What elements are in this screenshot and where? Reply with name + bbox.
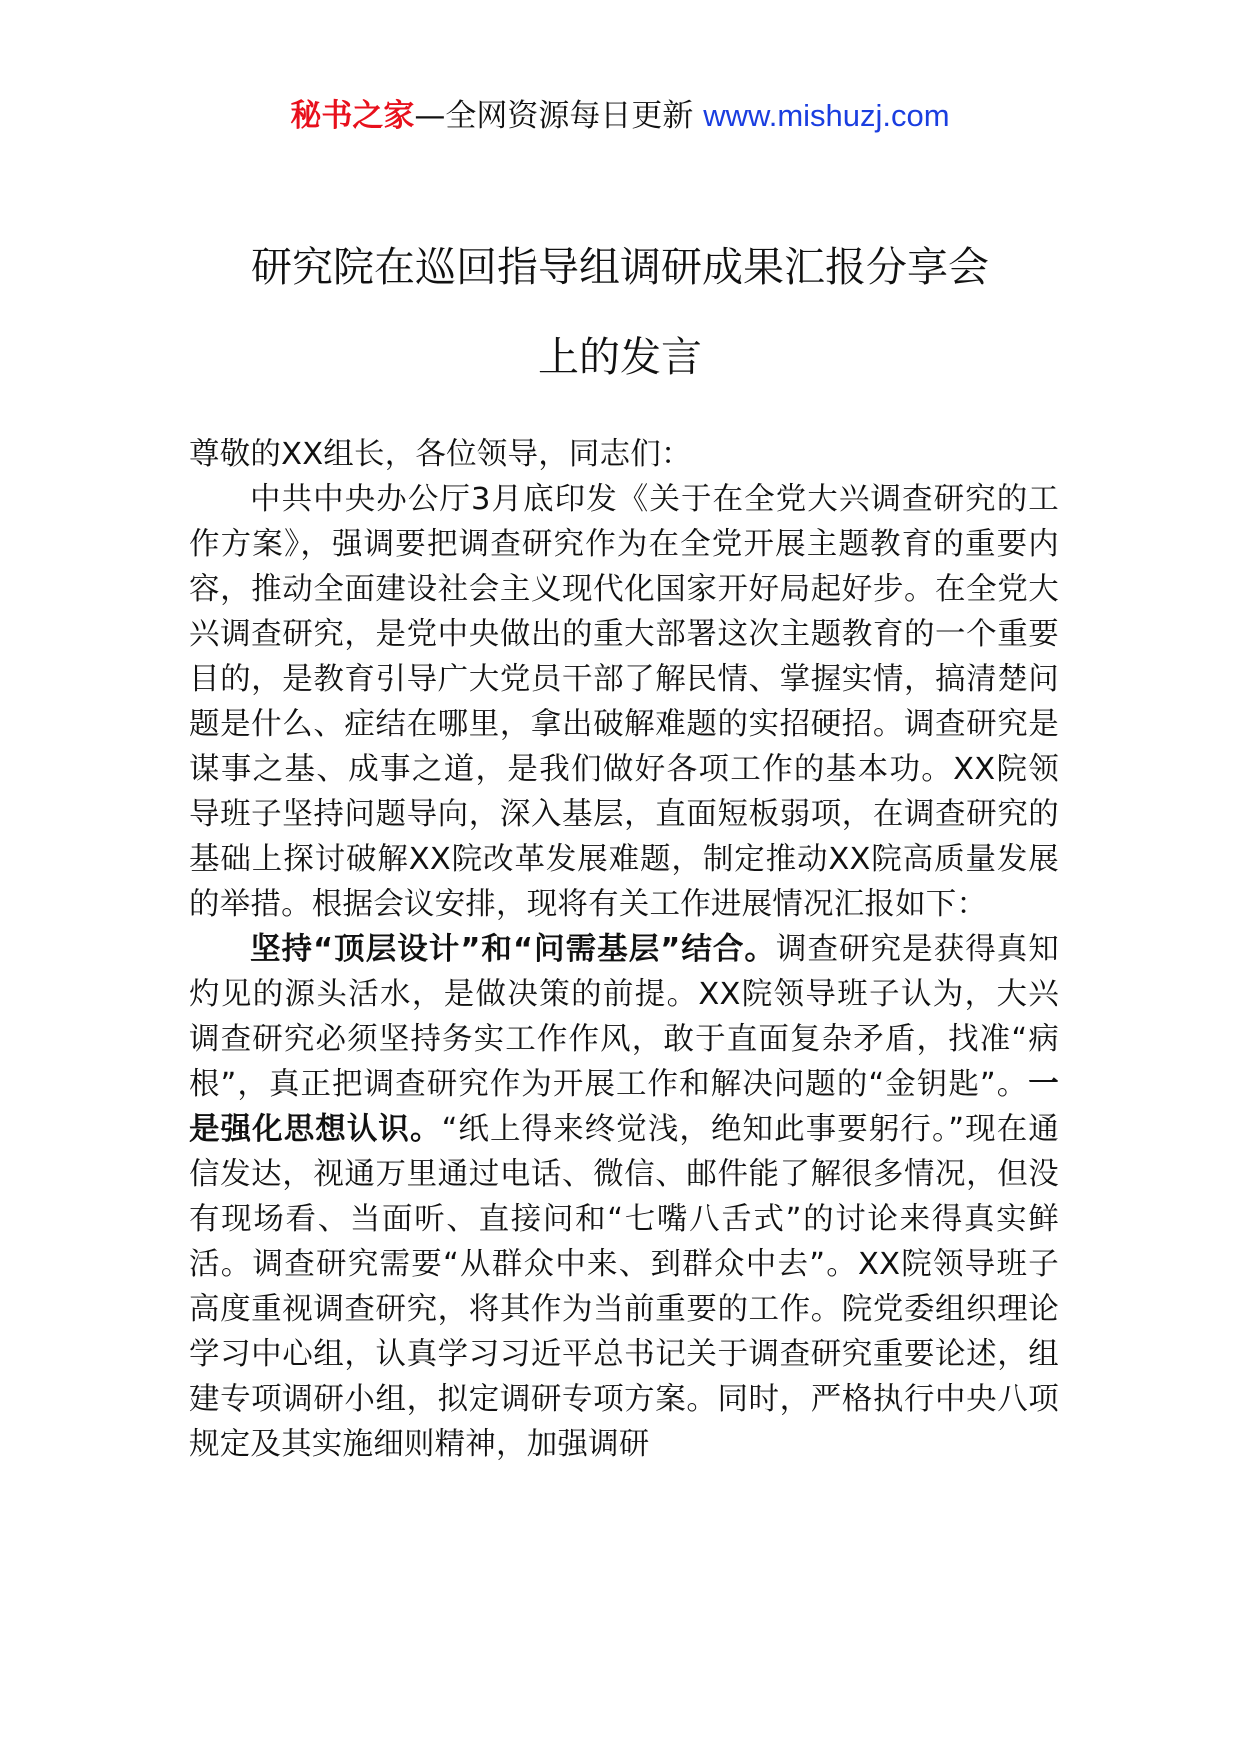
paragraph-section-1 (189, 927, 1059, 1467)
paragraph-intro: 中共中央办公厅3月底印发《关于在全党大兴调查研究的工作方案》，强调要把调查研究作为在全党开展主题教育的重要内容，推动全面建设社会主义现代化国家开好局起好步。在全党大兴调查研究，是党中央做出的重大部署这次主题教育的一个重要目的，是教育引导广大党员干部了解民情、掌握实情，搞清楚问题是什么、症结在哪里，拿出破解难题的实招硬招。调查研究是谋事之基、成事之道，是我们做好各项工作的基本功。XX院领导班子坚持问题导向，深入基层，直面短板弱项，在调查研究的基础上探讨破解XX院改革发展难题，制定推动XX院高质量发展的举措。根据会议安排，现将有关工作进展情况汇报如下： (189, 482, 1059, 922)
header-url-link[interactable]: www.mishuzj.com (703, 98, 950, 133)
site-header (0, 96, 1240, 136)
header-brand: 秘书之家 (290, 98, 415, 134)
title-line-1: 研究院在巡回指导组调研成果汇报分享会 (251, 243, 989, 291)
header-tagline: —全网资源每日更新 (414, 98, 704, 134)
document-body (189, 432, 1059, 1467)
section-heading: 坚持“顶层设计”和“问需基层”结合。 (250, 932, 776, 967)
salutation: 尊敬的XX组长，各位领导，同志们： (189, 437, 692, 472)
section-text-1: 调查研究是获得真知灼见的源头活水，是做决策的前提。XX院领导班子认为，大兴调查研究必须坚持务实工作作风，敢于直面复杂矛盾，找准“病根”，真正把调查研究作为开展工作和解决问题的“金钥匙”。 (189, 932, 1059, 1102)
document-title (0, 222, 1240, 402)
section-text-2: “纸上得来终觉浅，绝知此事要躬行。”现在通信发达，视通万里通过电话、微信、邮件能了解很多情况，但没有现场看、当面听、直接问和“七嘴八舌式”的讨论来得真实鲜活。调查研究需要“从群众中来、到群众中去”。XX院领导班子高度重视调查研究，将其作为当前重要的工作。院党委组织理论学习中心组，认真学习习近平总书记关于调查研究重要论述，组建专项调研小组，拟定调研专项方案。同时，严格执行中央八项规定及其实施细则精神，加强调研 (189, 1112, 1059, 1462)
section-subheading: 一是强化思想认识。 (189, 1067, 1059, 1147)
title-line-2: 上的发言 (538, 333, 702, 381)
